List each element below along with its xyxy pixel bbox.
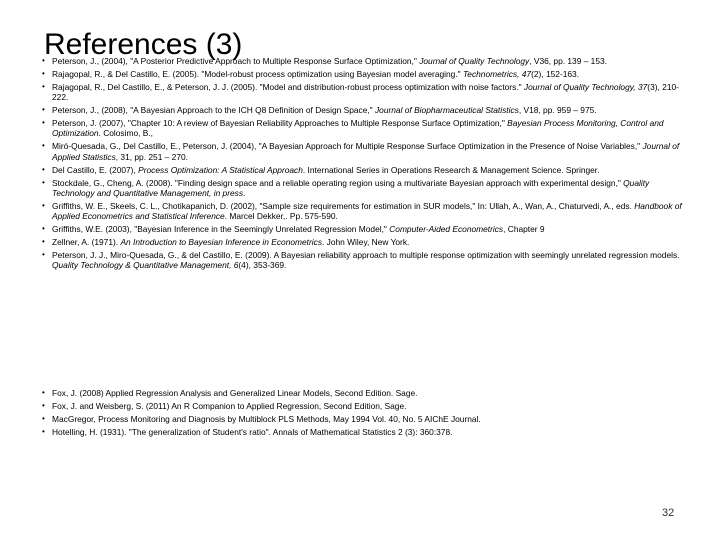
reference-italic-text: Technometrics, 47 bbox=[462, 68, 532, 79]
reference-text: MacGregor, Process Monitoring and Diagnosis by Multiblock PLS Methods, May 1994 Vol. 40, No. 5 AIChE Journal. bbox=[52, 413, 481, 424]
reference-item bbox=[42, 56, 688, 66]
reference-italic-text: Computer-Aided Econometrics bbox=[389, 224, 504, 235]
bullet-icon: • bbox=[42, 200, 45, 210]
reference-text: Stockdale, G., Cheng, A. (2008). "Finding design space and a reliable operating region using a multivariate Bayesian approach with experimental design," bbox=[52, 177, 624, 188]
reference-italic-text: Quality Technology and Quantitative Management, in press bbox=[52, 177, 650, 198]
reference-text: . Marcel Dekker,. Pp. 575-590. bbox=[224, 211, 338, 222]
reference-text: . Colosimo, B., bbox=[98, 128, 154, 139]
reference-item bbox=[42, 201, 688, 222]
reference-text: Fox, J. and Weisberg, S. (2011) An R Companion to Applied Regression, Second Edition, Sage. bbox=[52, 400, 407, 411]
reference-item bbox=[42, 165, 688, 175]
reference-item bbox=[42, 178, 688, 199]
reference-text: Peterson, J. (2007), "Chapter 10: A review of Bayesian Reliability Approaches to Multiple Response Surface Optimization," bbox=[52, 118, 508, 129]
reference-text: Miró-Quesada, G., Del Castillo, E., Peterson, J. (2004), "A Bayesian Approach for Multiple Response Surface Optimization in the Presence of Noise Variables," bbox=[52, 141, 643, 152]
page-number: 32 bbox=[662, 507, 675, 519]
reference-item bbox=[42, 224, 688, 234]
bullet-icon: • bbox=[42, 237, 45, 247]
reference-text: Hotelling, H. (1931). "The generalization of Student's ratio". Annals of Mathematical Statistics 2 (3): 360:378. bbox=[52, 426, 453, 437]
reference-text: (2), 152-163. bbox=[531, 68, 580, 79]
reference-text: . bbox=[243, 187, 246, 198]
reference-text: Griffiths, W. E., Skeels, C. L., Chotikapanich, D. (2002), "Sample size requirements for estimation in SUR models," In: Ullah, A., Wan, A., Chaturvedi, A., eds. bbox=[52, 200, 635, 211]
bullet-icon: • bbox=[42, 224, 45, 234]
reference-text: , 31, pp. 251 – 270. bbox=[115, 151, 188, 162]
reference-text: , V18, pp. 959 – 975. bbox=[518, 105, 597, 116]
reference-text: Peterson, J., (2004), "A Posterior Predictive Approach to Multiple Response Surface Optimization," bbox=[52, 56, 420, 66]
page-title: References (3) bbox=[44, 28, 243, 62]
bullet-icon: • bbox=[42, 400, 45, 410]
reference-list-primary bbox=[42, 56, 688, 273]
reference-italic-text: Journal of Applied Statistics bbox=[52, 141, 680, 162]
reference-item bbox=[42, 401, 688, 411]
reference-item bbox=[42, 141, 688, 162]
reference-text: . John Wiley, New York. bbox=[322, 237, 410, 248]
bullet-icon: • bbox=[42, 388, 45, 397]
reference-item bbox=[42, 118, 688, 139]
reference-item bbox=[42, 250, 688, 271]
bullet-icon: • bbox=[42, 413, 45, 423]
reference-text: (4), 353-369. bbox=[238, 260, 287, 271]
reference-italic-text: Journal of Quality Technology, 37 bbox=[523, 81, 648, 92]
reference-list-secondary bbox=[42, 388, 688, 440]
reference-text: Del Castillo, E. (2007), bbox=[52, 164, 139, 175]
bullet-icon: • bbox=[42, 426, 45, 436]
reference-italic-text: Process Optimization: A Statistical Approach bbox=[138, 164, 303, 175]
bullet-icon: • bbox=[42, 81, 45, 91]
reference-text: , V36, pp. 139 – 153. bbox=[529, 56, 607, 66]
reference-text: Rajagopal, R., & Del Castillo, E. (2005). "Model-robust process optimization using Bayesian model averaging." bbox=[52, 68, 463, 79]
bullet-icon: • bbox=[42, 164, 45, 174]
reference-italic-text: Handbook of Applied Econometrics and Statistical Inference bbox=[52, 200, 682, 222]
reference-item bbox=[42, 427, 688, 437]
reference-text: Zellner, A. (1971). bbox=[52, 237, 121, 248]
reference-text: Fox, J. (2008) Applied Regression Analysis and Generalized Linear Models, Second Edition. Sage. bbox=[52, 388, 418, 398]
reference-italic-text: Journal of Quality Technology bbox=[419, 56, 530, 66]
reference-item bbox=[42, 82, 688, 103]
bullet-icon: • bbox=[42, 118, 45, 128]
reference-item bbox=[42, 388, 688, 398]
bullet-icon: • bbox=[42, 105, 45, 115]
bullet-icon: • bbox=[42, 141, 45, 151]
reference-item bbox=[42, 414, 688, 424]
reference-item bbox=[42, 69, 688, 79]
reference-text: (3), 210-222. bbox=[52, 81, 679, 103]
bullet-icon: • bbox=[42, 56, 45, 65]
reference-item bbox=[42, 105, 688, 115]
reference-text: . International Series in Operations Research & Management Science. Springer. bbox=[302, 164, 600, 175]
bullet-icon: • bbox=[42, 177, 45, 187]
reference-italic-text: Journal of Biopharmaceutical Statistics bbox=[374, 105, 519, 116]
bullet-icon: • bbox=[42, 250, 45, 259]
reference-italic-text: Bayesian Process Monitoring, Control and Optimization bbox=[52, 118, 664, 139]
reference-italic-text: An Introduction to Bayesian Inference in Econometrics bbox=[120, 237, 323, 248]
reference-italic-text: Quality Technology & Quantitative Management, 6 bbox=[52, 260, 239, 271]
reference-item bbox=[42, 237, 688, 247]
reference-text: Rajagopal, R., Del Castillo, E., & Peterson, J. J. (2005). "Model and distribution-robust process optimization with noise factors." bbox=[52, 81, 524, 92]
reference-text: Peterson, J. J., Miro-Quesada, G., & del Castillo, E. (2009). A Bayesian reliability approach to multiple response optimization with seemingly unrelated regression models. bbox=[52, 250, 680, 260]
reference-text: Griffiths, W.E. (2003), "Bayesian Inference in the Seemingly Unrelated Regression Model," bbox=[52, 224, 390, 235]
reference-text: Peterson, J., (2008), "A Bayesian Approach to the ICH Q8 Definition of Design Space," bbox=[52, 105, 375, 116]
bullet-icon: • bbox=[42, 68, 45, 78]
reference-text: , Chapter 9 bbox=[503, 224, 545, 235]
